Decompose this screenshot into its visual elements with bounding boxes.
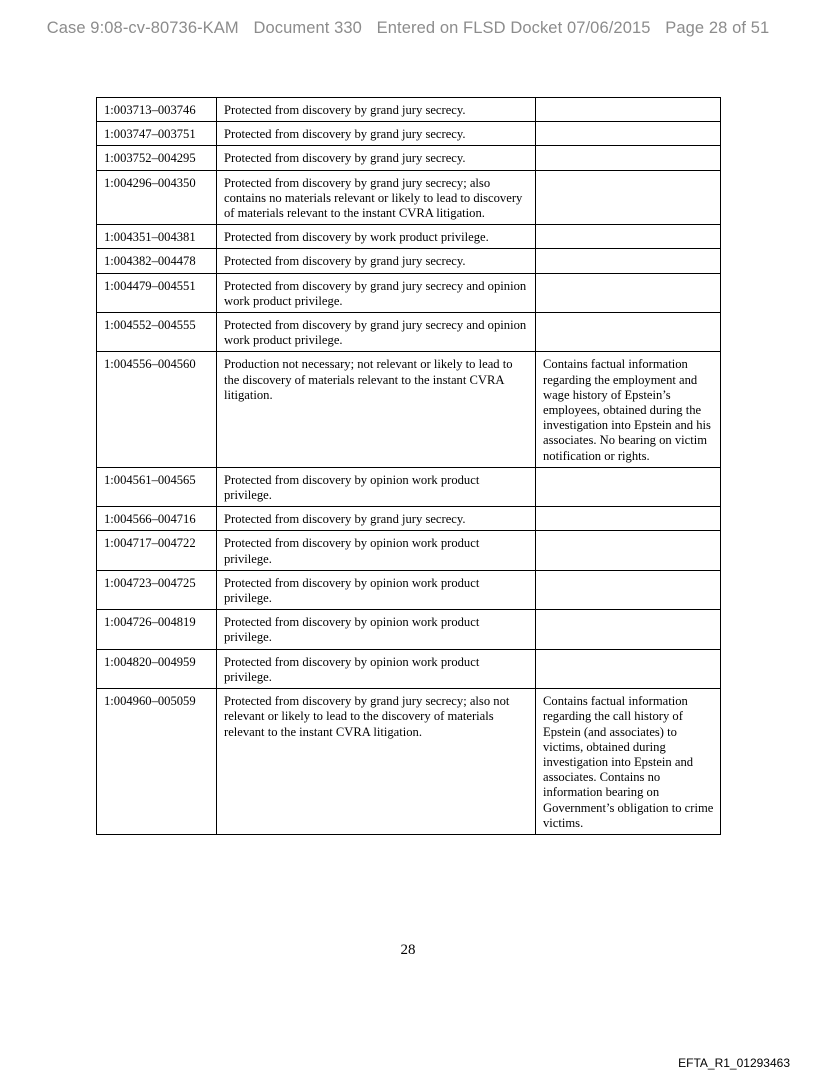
description-cell [536, 273, 721, 312]
withholding-reason-cell: Protected from discovery by opinion work product privilege. [217, 467, 536, 506]
withholding-reason-cell: Protected from discovery by grand jury secrecy and opinion work product privilege. [217, 273, 536, 312]
description-cell [536, 313, 721, 352]
table-row [97, 467, 721, 506]
withholding-reason-cell: Protected from discovery by grand jury secrecy and opinion work product privilege. [217, 313, 536, 352]
bates-range-cell: 1:004561–004565 [97, 467, 217, 506]
withholding-reason-cell: Protected from discovery by grand jury secrecy. [217, 507, 536, 531]
privilege-log-table [96, 97, 721, 835]
description-cell [536, 122, 721, 146]
bates-range-cell: 1:004566–004716 [97, 507, 217, 531]
description-cell [536, 570, 721, 609]
withholding-reason-cell: Protected from discovery by grand jury secrecy. [217, 249, 536, 273]
privilege-log-body [97, 98, 721, 835]
bates-range-cell: 1:003713–003746 [97, 98, 217, 122]
bates-range-cell: 1:003747–003751 [97, 122, 217, 146]
docket-entry: Entered on FLSD Docket 07/06/2015 [376, 19, 651, 37]
bates-range-cell: 1:004960–005059 [97, 689, 217, 835]
document-number: Document 330 [253, 19, 362, 37]
bates-id: EFTA_R1_01293463 [678, 1056, 790, 1070]
withholding-reason-cell: Protected from discovery by opinion work product privilege. [217, 649, 536, 688]
bates-range-cell: 1:004479–004551 [97, 273, 217, 312]
table-row [97, 98, 721, 122]
table-row [97, 249, 721, 273]
withholding-reason-cell: Protected from discovery by grand jury secrecy; also not relevant or likely to lead to the discovery of materials relevant to the instant CVRA litigation. [217, 689, 536, 835]
withholding-reason-cell: Protected from discovery by grand jury secrecy. [217, 98, 536, 122]
bates-range-cell: 1:004820–004959 [97, 649, 217, 688]
withholding-reason-cell: Protected from discovery by work product privilege. [217, 225, 536, 249]
description-cell [536, 98, 721, 122]
table-row [97, 273, 721, 312]
description-cell: Contains factual information regarding the employment and wage history of Epstein’s employees, obtained during the investigation into Epstein and his associates. No bearing on victim notification or rights. [536, 352, 721, 467]
case-number: Case 9:08-cv-80736-KAM [46, 19, 239, 37]
table-row [97, 225, 721, 249]
description-cell [536, 610, 721, 649]
table-row [97, 570, 721, 609]
table-row [97, 170, 721, 225]
bates-range-cell: 1:004382–004478 [97, 249, 217, 273]
withholding-reason-cell: Protected from discovery by grand jury secrecy. [217, 122, 536, 146]
description-cell [536, 225, 721, 249]
bates-range-cell: 1:003752–004295 [97, 146, 217, 170]
description-cell [536, 649, 721, 688]
withholding-reason-cell: Protected from discovery by grand jury secrecy. [217, 146, 536, 170]
description-cell [536, 531, 721, 570]
description-cell [536, 146, 721, 170]
withholding-reason-cell: Protected from discovery by opinion work product privilege. [217, 531, 536, 570]
description-cell [536, 249, 721, 273]
withholding-reason-cell: Protected from discovery by opinion work product privilege. [217, 610, 536, 649]
description-cell [536, 507, 721, 531]
bates-range-cell: 1:004556–004560 [97, 352, 217, 467]
bates-range-cell: 1:004552–004555 [97, 313, 217, 352]
withholding-reason-cell: Protected from discovery by grand jury secrecy; also contains no materials relevant or likely to lead to discovery of materials relevant to the instant CVRA litigation. [217, 170, 536, 225]
table-row [97, 507, 721, 531]
bates-range-cell: 1:004717–004722 [97, 531, 217, 570]
table-row [97, 610, 721, 649]
bates-range-cell: 1:004351–004381 [97, 225, 217, 249]
description-cell [536, 170, 721, 225]
bates-range-cell: 1:004726–004819 [97, 610, 217, 649]
page-number: 28 [400, 942, 416, 958]
page-count: Page 28 of 51 [665, 19, 770, 37]
bates-range-cell: 1:004723–004725 [97, 570, 217, 609]
table-row [97, 649, 721, 688]
docket-header [0, 19, 816, 38]
withholding-reason-cell: Protected from discovery by opinion work product privilege. [217, 570, 536, 609]
bates-range-cell: 1:004296–004350 [97, 170, 217, 225]
description-cell: Contains factual information regarding the call history of Epstein (and associates) to victims, obtained during investigation into Epstein and associates. Contains no information bearing on Government’s obligation to crime victims. [536, 689, 721, 835]
table-row [97, 689, 721, 835]
table-row [97, 122, 721, 146]
table-row [97, 352, 721, 467]
table-row [97, 313, 721, 352]
description-cell [536, 467, 721, 506]
table-row [97, 146, 721, 170]
table-row [97, 531, 721, 570]
withholding-reason-cell: Production not necessary; not relevant or likely to lead to the discovery of materials relevant to the instant CVRA litigation. [217, 352, 536, 467]
